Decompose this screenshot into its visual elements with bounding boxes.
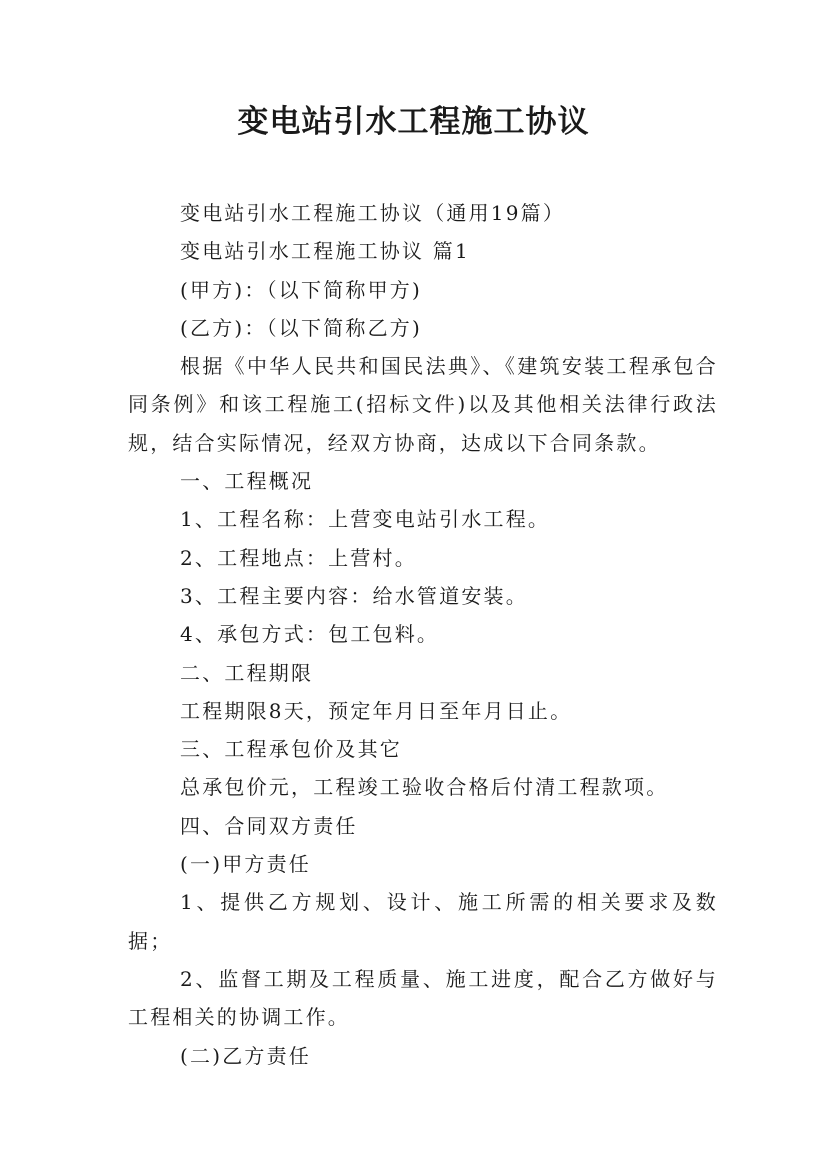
document-title: 变电站引水工程施工协议 <box>237 104 590 140</box>
paragraph: (甲方)：（以下简称甲方) <box>180 277 423 302</box>
paragraph: 2、工程地点：上营村。 <box>180 545 417 570</box>
paragraph: 总承包价元，工程竣工验收合格后付清工程款项。 <box>180 775 669 800</box>
section-heading: 二、工程期限 <box>180 660 314 685</box>
paragraph: 3、工程主要内容：给水管道安装。 <box>180 583 528 608</box>
section-heading: 一、工程概况 <box>180 469 314 494</box>
subsection-heading: (一)甲方责任 <box>180 852 312 877</box>
document-body <box>128 194 718 1075</box>
paragraph: 1、提供乙方规划、设计、施工所需的相关要求及数据； <box>128 890 718 953</box>
subsection-heading: (二)乙方责任 <box>180 1043 312 1068</box>
paragraph: 4、承包方式：包工包料。 <box>180 622 440 647</box>
section-heading: 三、工程承包价及其它 <box>180 737 402 762</box>
section-heading: 四、合同双方责任 <box>180 813 358 838</box>
paragraph: 工程期限8天，预定年月日至年月日止。 <box>180 698 573 723</box>
paragraph: 根据《中华人民共和国民法典》、《建筑安装工程承包合同条例》和该工程施工(招标文件)以及其他相关法律行政法规，结合实际情况，经双方协商，达成以下合同条款。 <box>128 354 718 455</box>
paragraph: 2、监督工期及工程质量、施工进度，配合乙方做好与工程相关的协调工作。 <box>128 966 718 1030</box>
paragraph: 变电站引水工程施工协议（通用19篇） <box>180 201 566 225</box>
paragraph: 变电站引水工程施工协议 篇1 <box>180 239 470 264</box>
paragraph: (乙方)：（以下简称乙方) <box>180 315 423 340</box>
paragraph: 1、工程名称：上营变电站引水工程。 <box>180 507 551 532</box>
